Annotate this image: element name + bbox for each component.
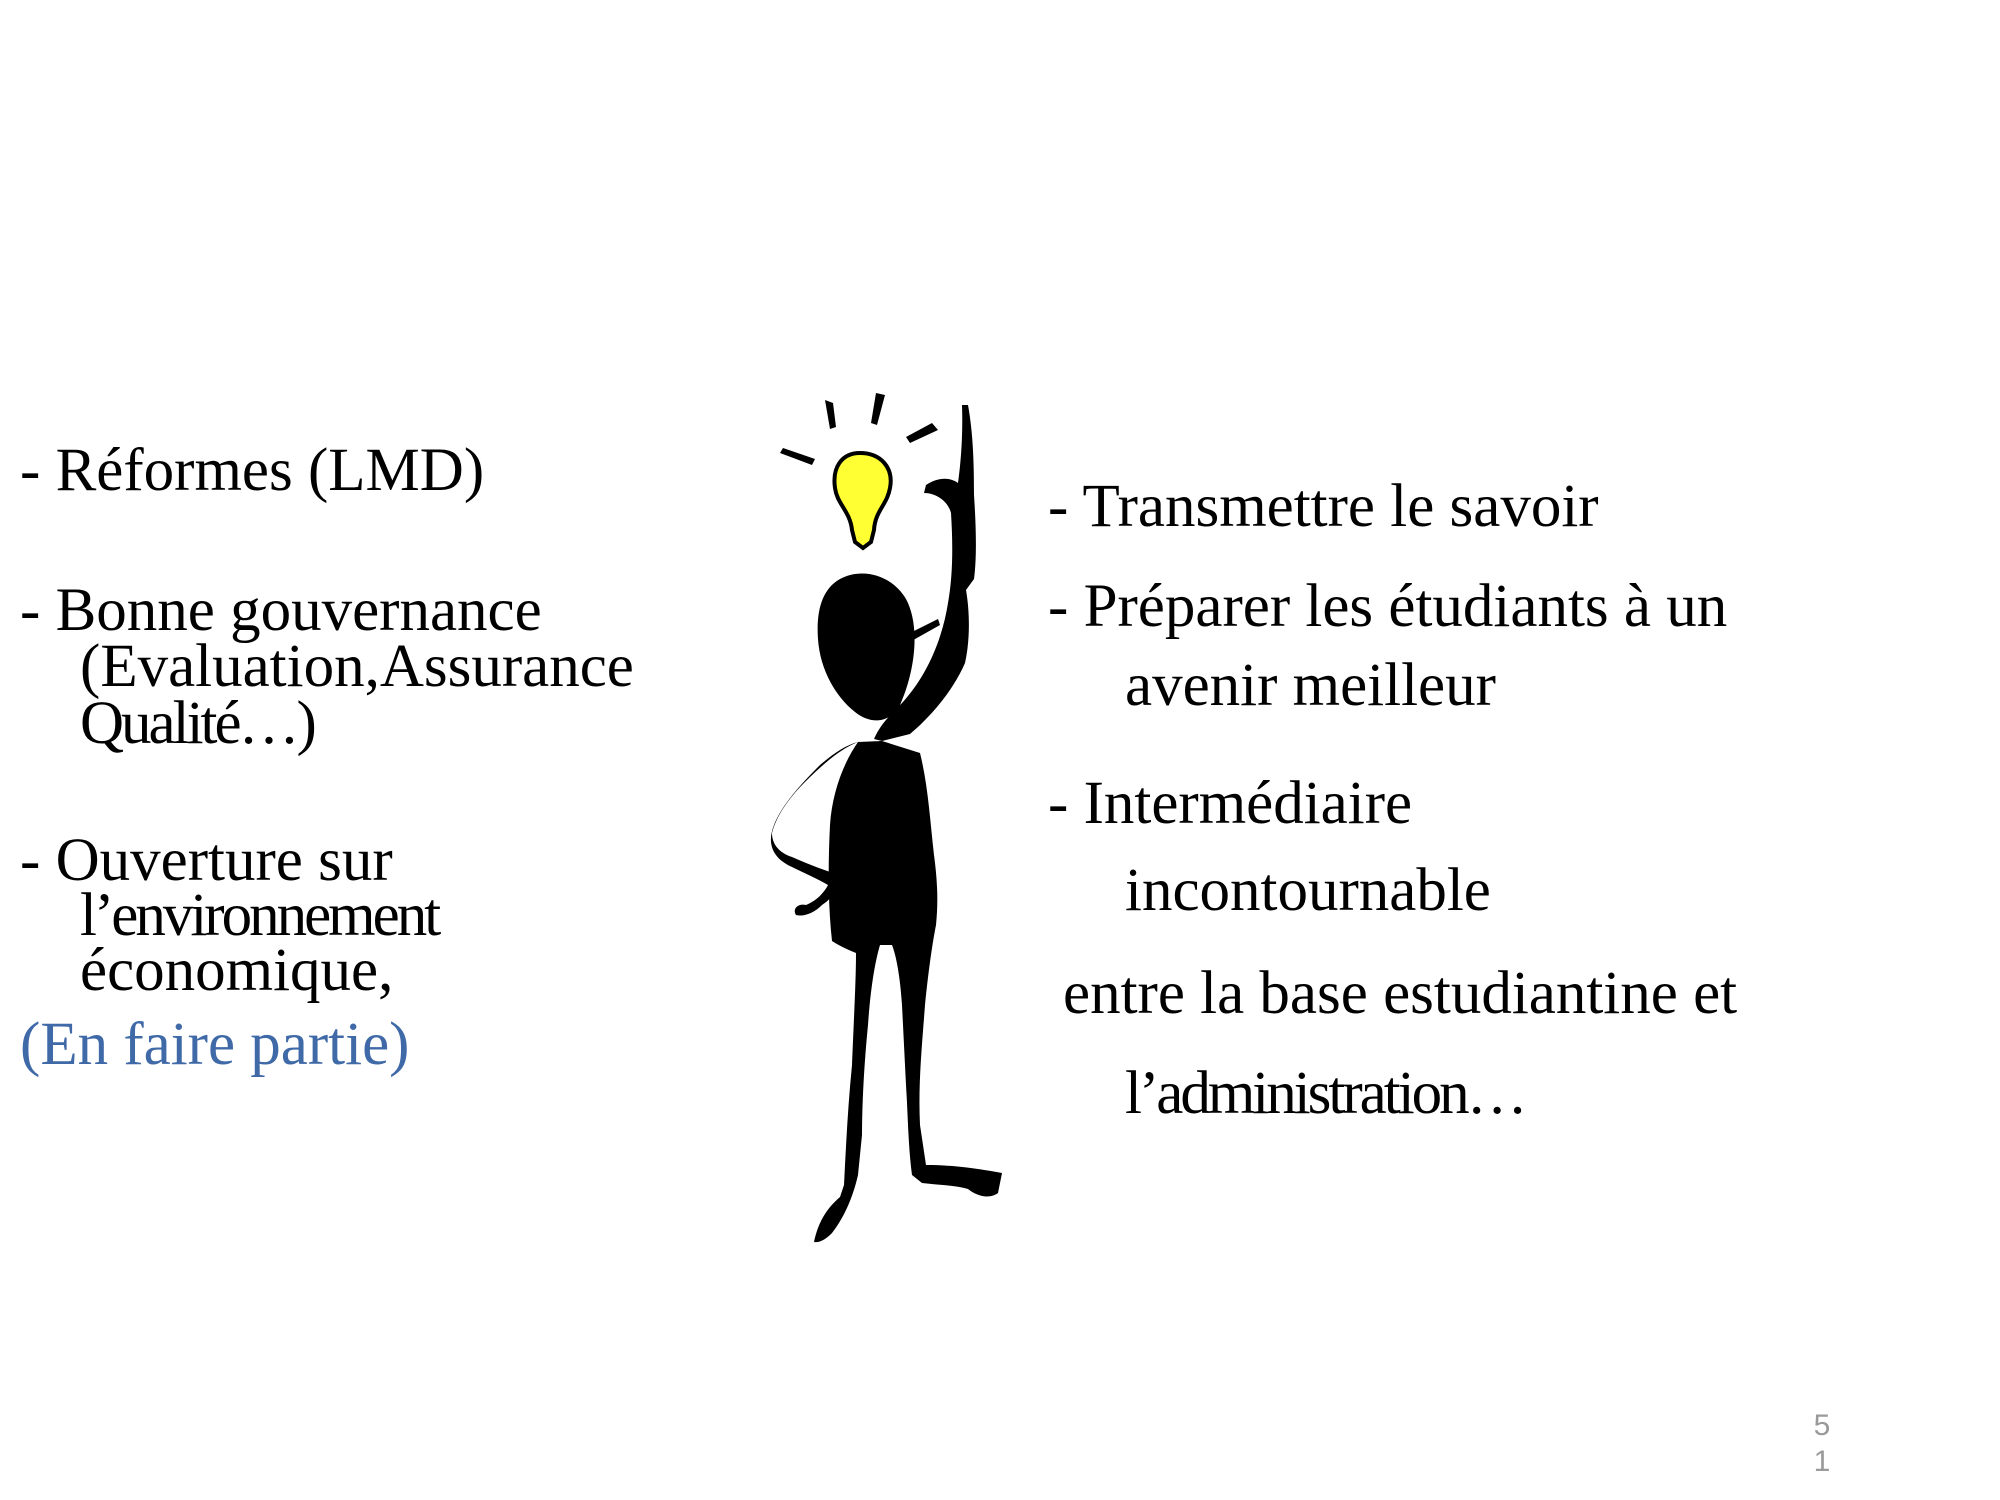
- left-item-note: (En faire partie): [20, 1011, 410, 1078]
- right-item-preparer-line2: avenir meilleur: [1125, 652, 1496, 719]
- right-item-intermediaire-line3: entre la base estudiantine et: [1063, 960, 1738, 1027]
- left-item-reformes: - Réformes (LMD): [20, 437, 485, 504]
- right-item-intermediaire-line2: incontournable: [1125, 857, 1491, 924]
- lightbulb-icon: [834, 453, 890, 548]
- body: [814, 741, 1002, 1242]
- left-item-ouverture-line3: économique,: [80, 937, 394, 1004]
- page-number: 51: [1813, 1409, 1831, 1478]
- right-item-preparer: - Préparer les étudiants à un: [1048, 573, 1728, 640]
- left-item-gouvernance-line3: Qualité…): [80, 690, 314, 757]
- light-ray: [906, 423, 938, 443]
- head: [818, 573, 915, 720]
- right-item-intermediaire-line4: l’administration…: [1125, 1060, 1525, 1127]
- light-ray: [825, 400, 836, 429]
- left-item-gouvernance: - Bonne gouvernance: [20, 577, 542, 644]
- right-item-intermediaire: - Intermédiaire: [1048, 770, 1413, 837]
- light-ray: [871, 393, 885, 425]
- thinking-man-with-lightbulb-icon: [770, 385, 1040, 1265]
- right-item-transmettre: - Transmettre le savoir: [1048, 473, 1599, 540]
- left-item-ouverture-line2: l’environnement: [80, 882, 439, 949]
- left-item-gouvernance-line2: (Evaluation,Assurance: [80, 633, 634, 700]
- left-item-ouverture: - Ouverture sur: [20, 827, 393, 894]
- light-ray: [780, 448, 815, 465]
